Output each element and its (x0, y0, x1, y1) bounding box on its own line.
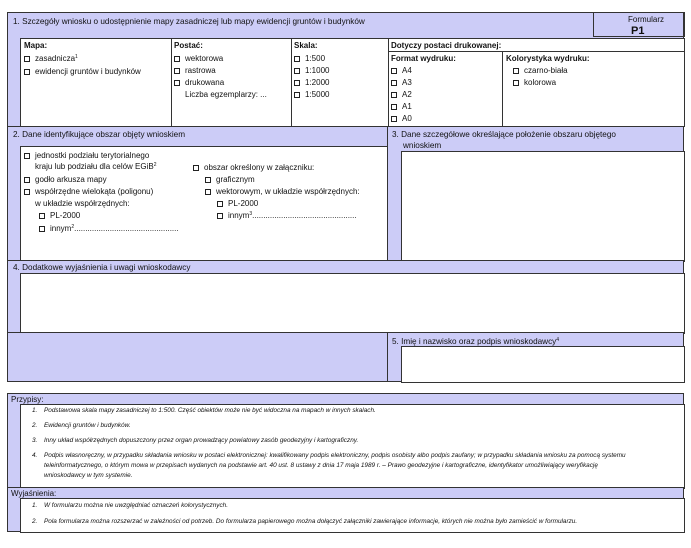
section-5-left-filler (7, 332, 388, 382)
section-2-title: 2. Dane identyfikujące obszar objęty wnioskiem (13, 130, 186, 139)
skala-1000[interactable]: 1:1000 (294, 66, 329, 75)
checkbox-icon[interactable] (24, 153, 30, 159)
opt-graficznym[interactable]: graficznym (205, 175, 255, 184)
checkbox-icon[interactable] (294, 68, 300, 74)
postac-drukowana[interactable]: drukowana (174, 78, 224, 87)
section-4 (7, 260, 684, 333)
checkbox-icon[interactable] (391, 92, 397, 98)
postac-label: Postać: (174, 41, 203, 50)
checkbox-icon[interactable] (294, 92, 300, 98)
form-code: P1 (631, 25, 645, 37)
wyjasnienia-section (7, 487, 684, 532)
checkbox-icon[interactable] (294, 56, 300, 62)
format-a3[interactable]: A3 (391, 78, 412, 87)
footnote-4: 4. Podpis własnoręczny, w przypadku składania wniosku w postaci elektronicznej: kwalifikowany podpis elektroniczny, podpis osobisty albo podpis zaufany; w przypadku składania wniosku za pomocą systemu (32, 452, 626, 459)
signature-field[interactable] (401, 346, 685, 383)
section-2 (7, 126, 388, 261)
checkbox-icon[interactable] (39, 226, 45, 232)
checkbox-icon[interactable] (391, 104, 397, 110)
opt-godlo[interactable]: godło arkusza mapy (24, 175, 107, 184)
checkbox-icon[interactable] (174, 80, 180, 86)
druk-label: Dotyczy postaci drukowanej: (391, 41, 502, 50)
footnote-1: 1. Podstawowa skala mapy zasadniczej to 1:500. Część obiektów może nie być widoczna na mapach w innych skalach. (32, 407, 376, 414)
opt-wektorowym[interactable]: wektorowym, w układzie współrzędnych: (205, 187, 360, 196)
opt-pl2000-right[interactable]: PL-2000 (217, 199, 258, 208)
checkbox-icon[interactable] (294, 80, 300, 86)
section-3-title-cont: wnioskiem (403, 141, 442, 150)
checkbox-icon[interactable] (391, 68, 397, 74)
section-2-body (20, 146, 389, 262)
checkbox-icon[interactable] (39, 213, 45, 219)
copies-field[interactable]: Liczba egzemplarzy: ... (185, 90, 267, 99)
opt-jednostki[interactable]: jednostki podziału terytorialnego (24, 151, 149, 160)
opt-innym-right[interactable]: innym$^3$............................................... (217, 211, 357, 220)
postac-wektorowa[interactable]: wektorowa (174, 54, 223, 63)
section-3-title: 3. Dane szczegółowe określające położenie obszaru objętego (392, 130, 616, 139)
color-bw[interactable]: czarno-biała (513, 66, 568, 75)
format-a1[interactable]: A1 (391, 102, 412, 111)
przypisy-title: Przypisy: (11, 395, 44, 404)
section-4-field[interactable] (20, 273, 685, 334)
wyjasnienia-title: Wyjaśnienia: (11, 489, 57, 498)
section-1-title: 1. Szczegóły wniosku o udostępnienie mapy zasadniczej lub mapy ewidencji gruntów i budynków (13, 17, 365, 26)
section-1 (7, 12, 684, 127)
checkbox-icon[interactable] (205, 189, 211, 195)
section-1-grid (20, 38, 685, 127)
footnote-4-cont-1: teleinformatycznego, o którym mowa w przepisach wydanych na podstawie art. 40 ust. 8 ustawy z dnia 17 maja 1989 r. – Prawo geodezyjne i kartograficzne, identyfikator umożliwiający weryfikację (44, 462, 598, 469)
checkbox-icon[interactable] (391, 80, 397, 86)
section-3 (387, 126, 684, 261)
section-5-title: 5. Imię i nazwisko oraz podpis wnioskodawcy$^4$ (392, 337, 560, 346)
opt-jednostki-cont: kraju lub podziału dla celów EGiB$^2$ (35, 162, 157, 171)
checkbox-icon[interactable] (513, 80, 519, 86)
skala-label: Skala: (294, 41, 318, 50)
przypisy-section (7, 393, 684, 488)
form-code-box (593, 12, 685, 37)
skala-2000[interactable]: 1:2000 (294, 78, 329, 87)
opt-innym-left[interactable]: innym$^2$............................................... (39, 224, 179, 233)
checkbox-icon[interactable] (174, 68, 180, 74)
color-color[interactable]: kolorowa (513, 78, 556, 87)
checkbox-icon[interactable] (24, 69, 30, 75)
footnote-4-cont-2: wnioskodawcy w tym systemie. (44, 472, 133, 479)
explanation-2: 2. Pola formularza można rozszerzać w zależności od potrzeb. Do formularza papierowego można dołączyć załączniki zawierające informacje, których nie można było zamieścić w formularzu. (32, 518, 578, 525)
section-5 (387, 332, 684, 382)
footnote-3: 3. Inny układ współrzędnych dopuszczony przez organ prowadzący powiatowy zasób geodezyjny i kartograficzny. (32, 437, 359, 444)
footnote-2: 2. Ewidencji gruntów i budynków. (32, 422, 131, 429)
opt-zalacznik[interactable]: obszar określony w załączniku: (193, 163, 314, 172)
checkbox-icon[interactable] (193, 165, 199, 171)
skala-500[interactable]: 1:500 (294, 54, 325, 63)
format-label: Format wydruku: (391, 54, 456, 63)
opt-pl2000-left[interactable]: PL-2000 (39, 211, 80, 220)
opt-wspolrzedne-cont: w układzie współrzędnych: (35, 199, 130, 208)
skala-5000[interactable]: 1:5000 (294, 90, 329, 99)
mapa-ewidencji[interactable]: ewidencji gruntów i budynków (24, 67, 141, 76)
checkbox-icon[interactable] (24, 189, 30, 195)
format-a2[interactable]: A2 (391, 90, 412, 99)
postac-rastrowa[interactable]: rastrowa (174, 66, 216, 75)
explanation-1: 1. W formularzu można nie uwzględniać oznaczeń kolorystycznych. (32, 502, 228, 509)
checkbox-icon[interactable] (217, 201, 223, 207)
checkbox-icon[interactable] (24, 56, 30, 62)
form-label: Formularz (628, 15, 665, 24)
color-label: Kolorystyka wydruku: (506, 54, 590, 63)
checkbox-icon[interactable] (174, 56, 180, 62)
mapa-zasadnicza[interactable]: zasadnicza$^1$ (24, 54, 78, 63)
format-a0[interactable]: A0 (391, 114, 412, 123)
checkbox-icon[interactable] (205, 177, 211, 183)
opt-wspolrzedne[interactable]: współrzędne wielokąta (poligonu) (24, 187, 153, 196)
format-a4[interactable]: A4 (391, 66, 412, 75)
section-4-title: 4. Dodatkowe wyjaśnienia i uwagi wnioskodawcy (13, 263, 191, 272)
checkbox-icon[interactable] (24, 177, 30, 183)
checkbox-icon[interactable] (217, 213, 223, 219)
checkbox-icon[interactable] (391, 116, 397, 122)
mapa-label: Mapa: (24, 41, 48, 50)
checkbox-icon[interactable] (513, 68, 519, 74)
section-3-field[interactable] (401, 151, 685, 262)
